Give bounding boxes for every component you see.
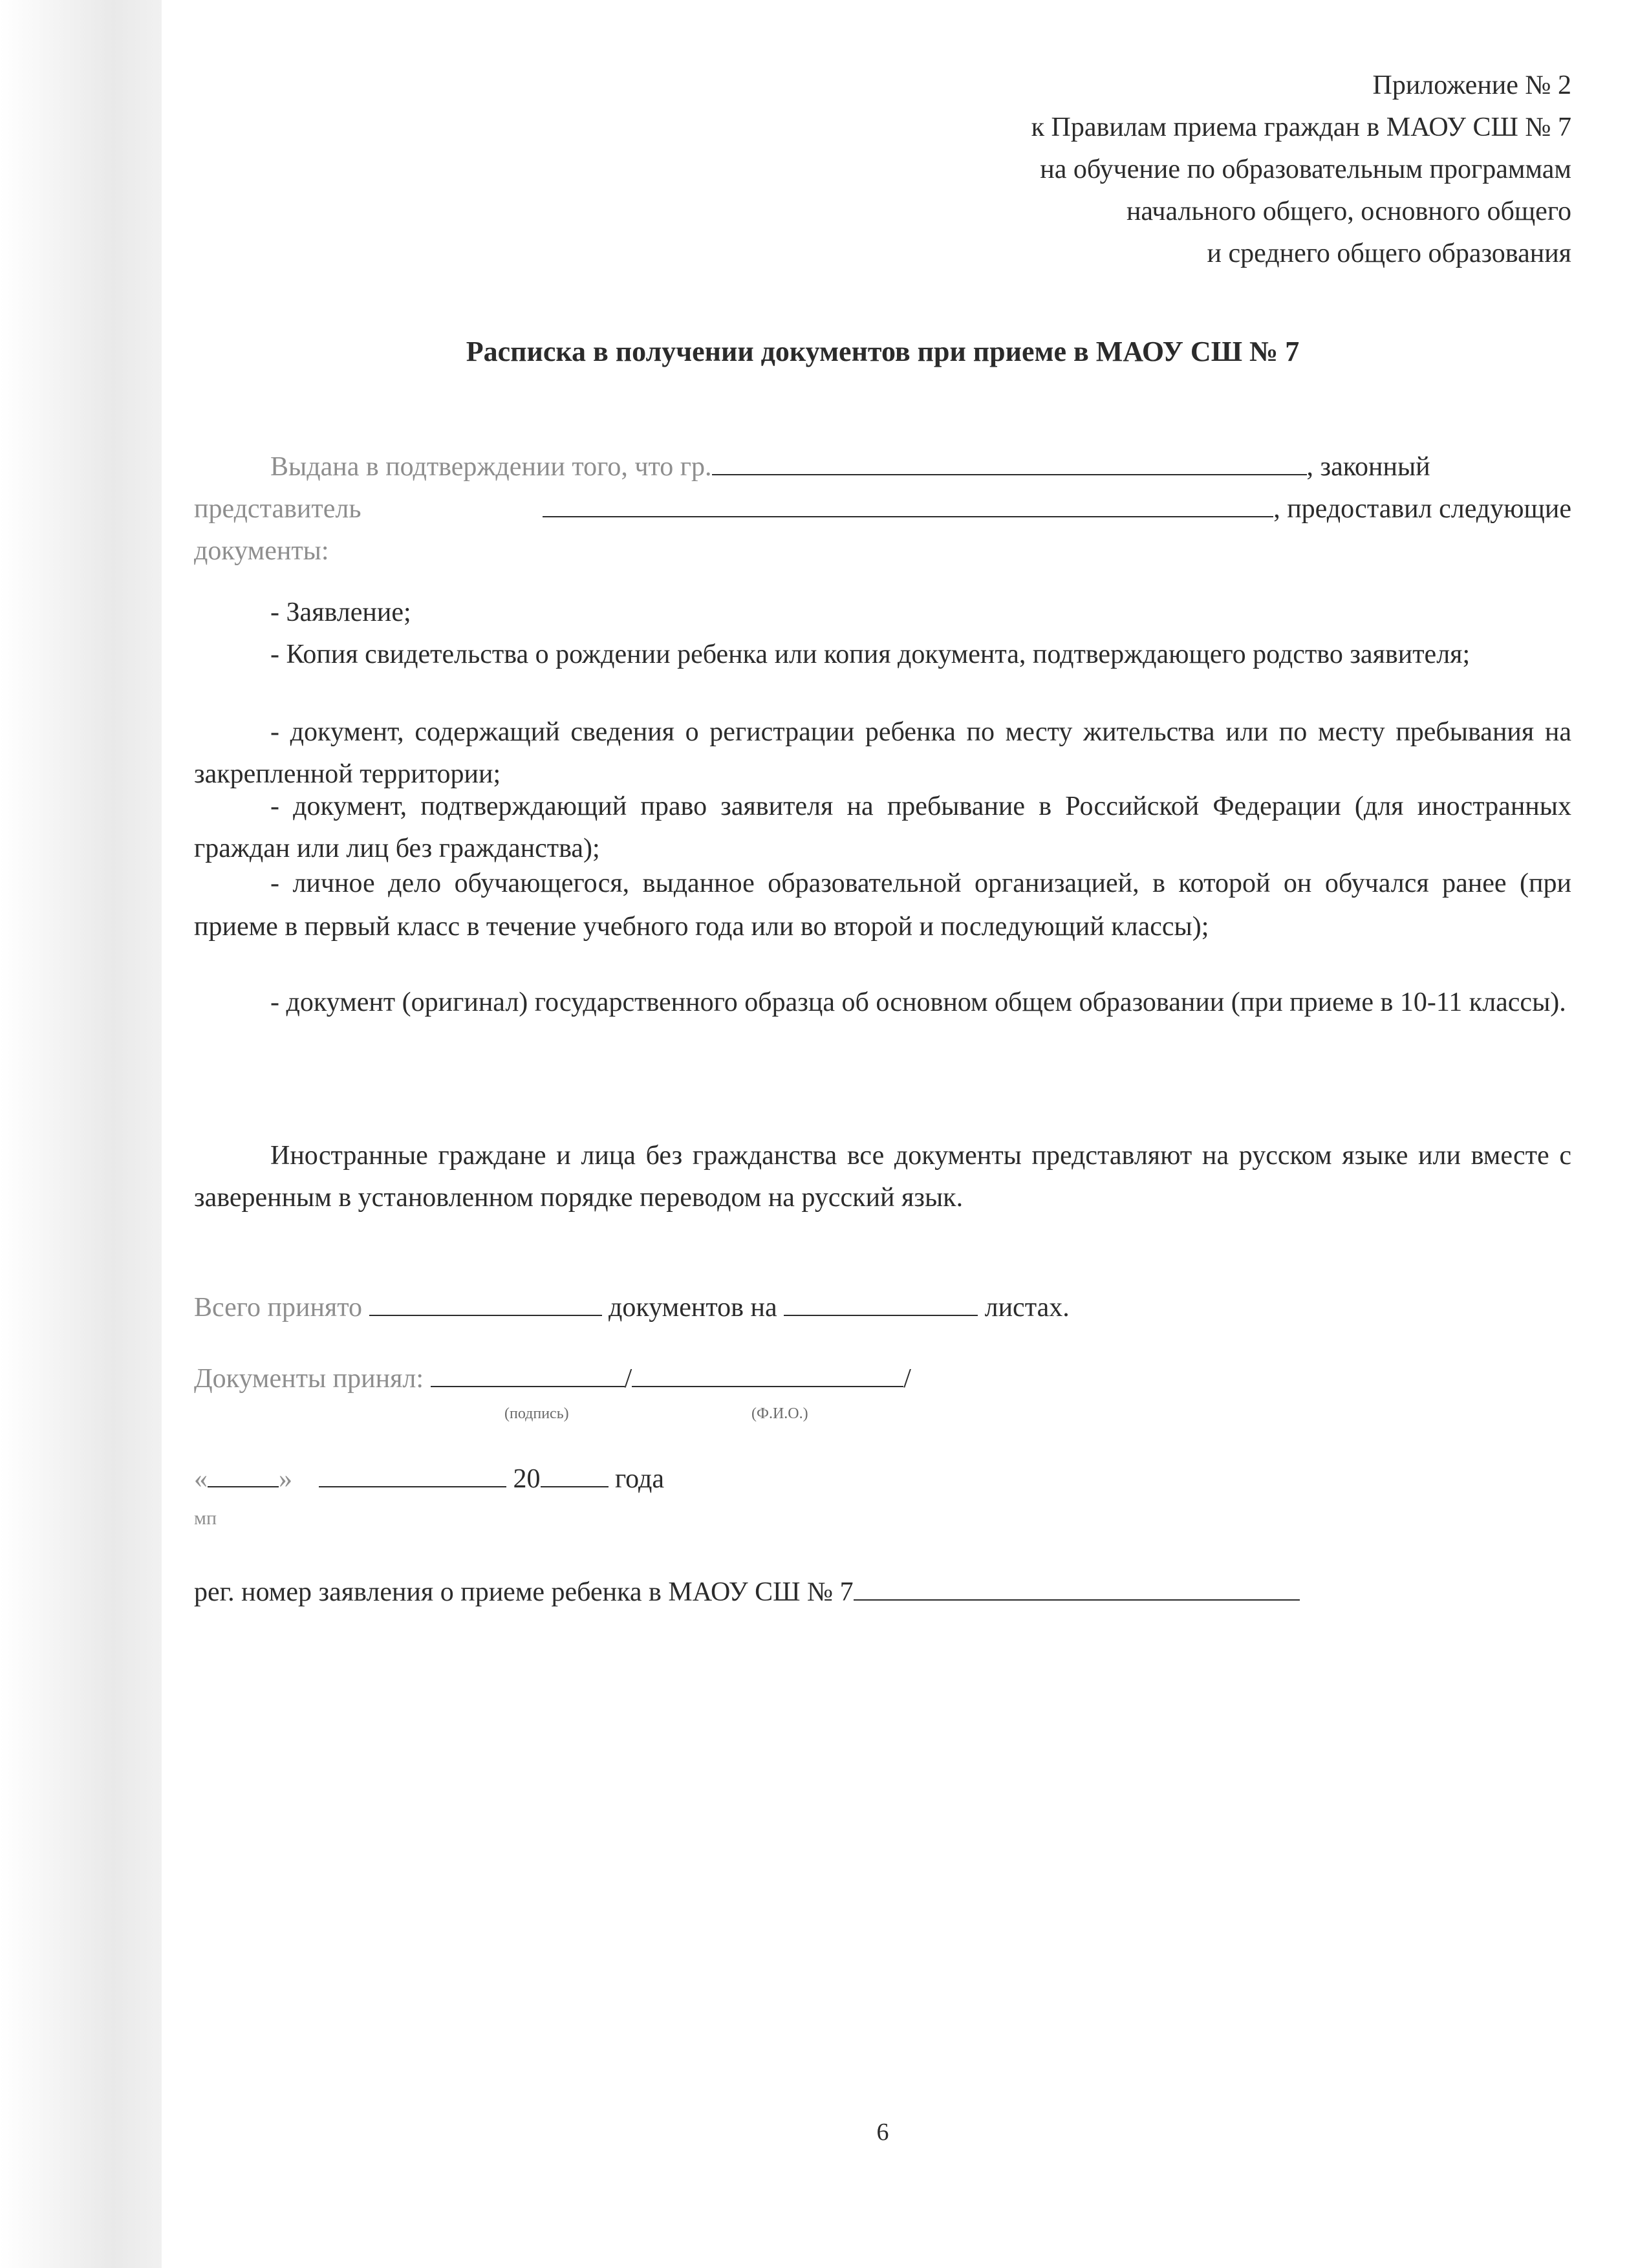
list-item: - Заявление; <box>270 598 411 627</box>
representative-field[interactable] <box>543 490 1273 517</box>
total-label: Всего принято <box>194 1293 363 1323</box>
reg-line <box>194 1571 1300 1614</box>
header-line: и среднего общего образования <box>1207 239 1571 269</box>
day-field[interactable] <box>208 1460 279 1487</box>
documents-count-field[interactable] <box>369 1289 602 1316</box>
signature-field[interactable] <box>431 1360 625 1387</box>
total-end: листах. <box>984 1293 1070 1323</box>
header-line: Приложение № 2 <box>1372 70 1571 100</box>
slash: / <box>903 1364 911 1394</box>
list-item: - документ (оригинал) государственного образца об основном общем образовании (при приеме в 10-11 классы). <box>270 988 1566 1017</box>
appendix-header <box>1031 65 1571 275</box>
document-title: Расписка в получении документов при приеме в МАОУ СШ № 7 <box>466 336 1300 367</box>
intro-text: Выдана в подтверждении того, что гр. <box>270 452 712 482</box>
total-middle: документов на <box>609 1293 777 1323</box>
reg-label: рег. номер заявления о приеме ребенка в МАОУ СШ № 7 <box>194 1577 854 1607</box>
citizen-name-field[interactable] <box>712 448 1307 475</box>
intro-text: , предоставил следующие <box>1273 494 1571 524</box>
list-item: - личное дело обучающегося, выданное образовательной организацией, в которой он обучался ранее (при приеме в первый класс в течение учебного года или во второй и последующий классы); <box>194 869 1571 942</box>
list-item: - документ, подтверждающий право заявителя на пребывание в Российской Федерации (для иностранных граждан или лиц без гражданства); <box>194 792 1571 864</box>
scan-shadow <box>0 0 162 2268</box>
stamp-mark: мп <box>194 1507 217 1529</box>
header-line: на обучение по образовательным программам <box>1040 155 1571 185</box>
year-field[interactable] <box>541 1460 609 1487</box>
intro-line-3 <box>194 530 329 572</box>
fio-caption: (Ф.И.О.) <box>751 1405 808 1422</box>
list-item: - документ, содержащий сведения о регистрации ребенка по месту жительства или по месту пребывания на закрепленной территории; <box>194 717 1571 790</box>
intro-text: , законный <box>1306 452 1430 482</box>
accepted-line <box>194 1358 911 1400</box>
sheets-count-field[interactable] <box>784 1289 978 1316</box>
page-number: 6 <box>876 2119 889 2146</box>
quote-close: » <box>279 1464 292 1494</box>
intro-line-2 <box>194 488 1571 530</box>
list-item: - Копия свидетельства о рождении ребенка или копия документа, подтверждающего родство заявителя; <box>270 640 1471 669</box>
total-line <box>194 1287 1070 1329</box>
header-line: к Правилам приема граждан в МАОУ СШ № 7 <box>1031 113 1571 143</box>
fio-field[interactable] <box>632 1360 903 1387</box>
intro-text: документы: <box>194 536 329 566</box>
signature-caption: (подпись) <box>504 1405 569 1422</box>
foreign-note: Иностранные граждане и лица без гражданства все документы представляют на русском языке или вместе с заверенным в установленном порядке переводом на русский язык. <box>194 1141 1571 1213</box>
header-line: начального общего, основного общего <box>1126 197 1571 227</box>
quote-open: « <box>194 1464 208 1494</box>
reg-number-field[interactable] <box>854 1573 1300 1601</box>
month-field[interactable] <box>319 1460 506 1487</box>
intro-text: представитель <box>194 494 361 524</box>
year-prefix: 20 <box>513 1464 541 1494</box>
date-line <box>194 1458 664 1500</box>
intro-line-1 <box>194 446 1571 488</box>
slash: / <box>624 1364 632 1394</box>
year-suffix: года <box>615 1464 664 1494</box>
accepted-label: Документы принял: <box>194 1364 424 1394</box>
document-page <box>194 65 1571 2199</box>
